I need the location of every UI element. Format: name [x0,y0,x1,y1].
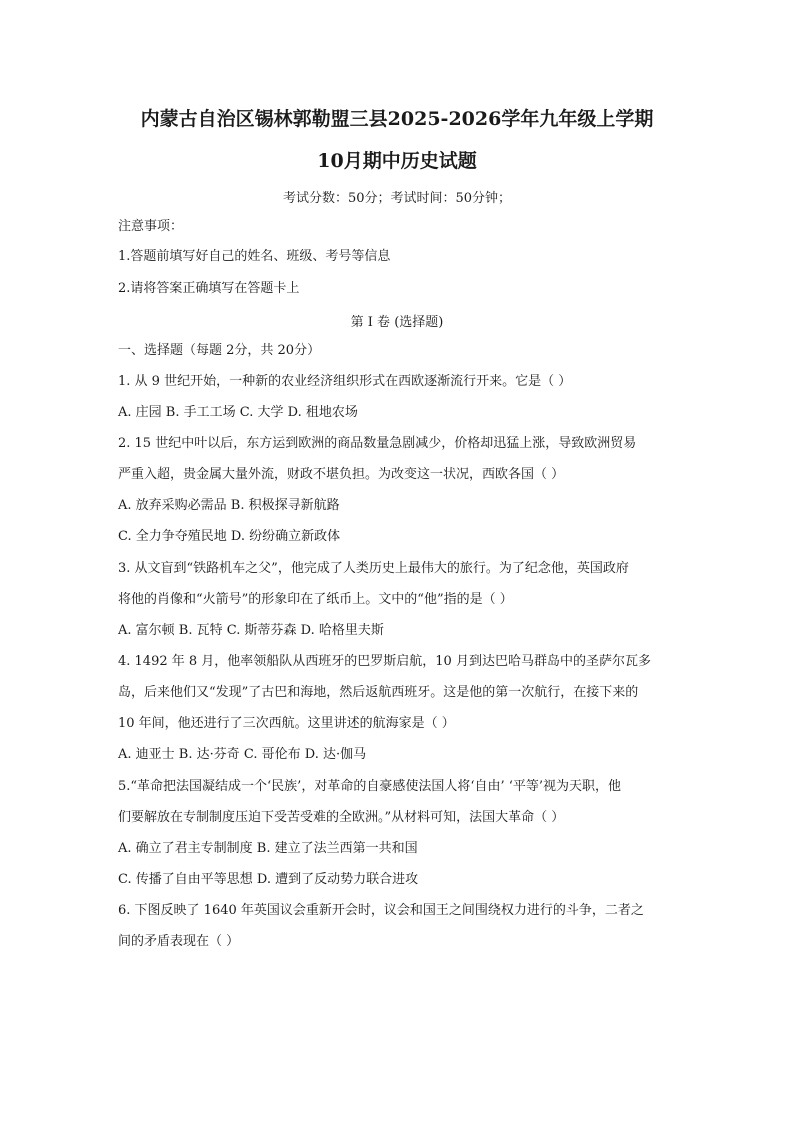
question-3-stem: 3. 从文盲到“铁路机车之父”，他完成了人类历史上最伟大的旅行。为了纪念他，英国政府 [118,561,629,576]
question-1-options: A. 庄园 B. 手工工场 C. 大学 D. 租地农场 [118,405,358,420]
question-4-stem: 4. 1492 年 8 月，他率领船队从西班牙的巴罗斯启航，10 月到达巴哈马群岛中的圣萨尔瓦多 [118,654,651,669]
question-4-stem: 10 年间，他还进行了三次西航。这里讲述的航海家是（ ） [118,716,455,731]
question-2-stem: 严重入超，贵金属大量外流，财政不堪负担。为改变这一状况，西欧各国（ ） [118,467,565,482]
question-6-stem: 6. 下图反映了 1640 年英国议会重新开会时，议会和国王之间围绕权力进行的斗争，二者之 [118,903,644,918]
section-title: 一、选择题（每题 2分，共 20分） [118,343,321,358]
question-6-stem: 间的矛盾表现在（ ） [118,934,240,949]
question-3-options: A. 富尔顿 B. 瓦特 C. 斯蒂芬森 D. 哈格里夫斯 [118,623,384,638]
exam-title-line-2: 10月期中历史试题 [317,150,477,172]
exam-info: 考试分数：50分；考试时间：50分钟； [282,191,512,206]
note-item: 2.请将答案正确填写在答题卡上 [118,281,300,296]
question-5-stem: 们要解放在专制制度压迫下受苦受难的全欧洲。”从材料可知，法国大革命（ ） [118,810,565,825]
exam-title-line-1: 内蒙古自治区锡林郭勒盟三县2025-2026学年九年级上学期 [140,108,654,130]
question-5-options: C. 传播了自由平等思想 D. 遭到了反动势力联合进攻 [118,872,419,887]
question-4-options: A. 迪亚士 B. 达·芬奇 C. 哥伦布 D. 达·伽马 [118,747,367,762]
question-1-stem: 1. 从 9 世纪开始，一种新的农业经济组织形式在西欧逐渐流行开来。它是（ ） [118,374,572,389]
question-3-stem: 将他的肖像和“火箭号”的形象印在了纸币上。文中的“他”指的是（ ） [118,592,513,607]
question-2-stem: 2. 15 世纪中叶以后，东方运到欧洲的商品数量急剧减少，价格却迅猛上涨，导致欧洲贸易 [118,436,637,451]
question-5-stem: 5.“革命把法国凝结成一个‘民族’，对革命的自豪感使法国人将‘自由’ ‘平等’视为天职，他 [118,779,621,794]
note-item: 1.答题前填写好自己的姓名、班级、考号等信息 [118,249,391,264]
question-5-options: A. 确立了君主专制制度 B. 建立了法兰西第一共和国 [118,841,418,856]
question-2-options: C. 全力争夺殖民地 D. 纷纷确立新政体 [118,529,341,544]
notes-heading: 注意事项： [118,219,184,234]
question-2-options: A. 放弃采购必需品 B. 积极探寻新航路 [118,498,340,513]
volume-title: 第 I 卷 (选择题) [350,315,444,330]
question-4-stem: 岛，后来他们又“发现”了古巴和海地，然后返航西班牙。这是他的第一次航行，在接下来的 [118,685,639,700]
